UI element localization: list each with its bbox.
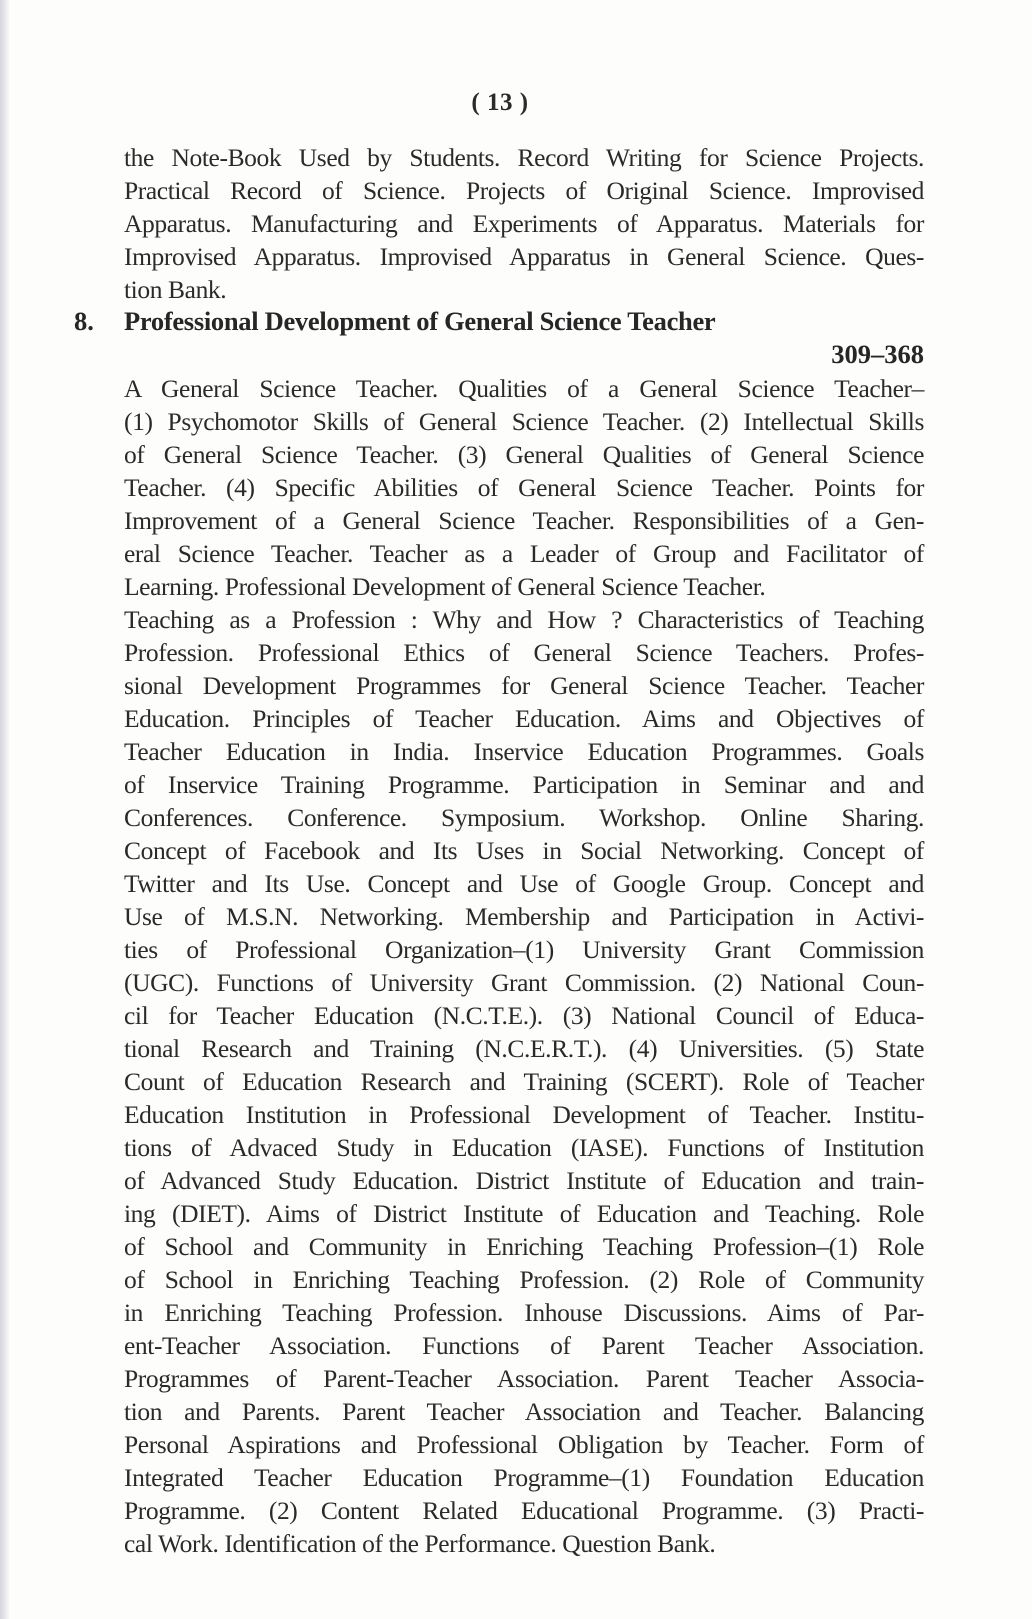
text-line: Apparatus. Manufacturing and Experiments of Apparatus. Materials for xyxy=(124,209,924,238)
text-line: of Inservice Training Programme. Participation in Seminar and and xyxy=(124,770,924,799)
text-line: cil for Teacher Education (N.C.T.E.). (3) National Council of Educa- xyxy=(124,1001,924,1030)
chapter-contents xyxy=(124,372,924,1560)
text-line: Use of M.S.N. Networking. Membership and Participation in Activi- xyxy=(124,902,924,931)
text-line: Improvement of a General Science Teacher. Responsibilities of a Gen- xyxy=(124,506,924,535)
text-line: Improvised Apparatus. Improvised Apparatus in General Science. Ques- xyxy=(124,242,924,271)
text-line: (1) Psychomotor Skills of General Science Teacher. (2) Intellectual Skills xyxy=(124,407,924,436)
text-line: ing (DIET). Aims of District Institute of Education and Teaching. Role xyxy=(124,1199,924,1228)
chapter-number: 8. xyxy=(74,306,94,336)
text-line: ties of Professional Organization–(1) University Grant Commission xyxy=(124,935,924,964)
text-line: of School in Enriching Teaching Profession. (2) Role of Community xyxy=(124,1265,924,1294)
text-line: of Advanced Study Education. District Institute of Education and train- xyxy=(124,1166,924,1195)
text-line: Twitter and Its Use. Concept and Use of Google Group. Concept and xyxy=(124,869,924,898)
text-line: cal Work. Identification of the Performance. Question Bank. xyxy=(124,1529,716,1558)
text-line: Concept of Facebook and Its Uses in Social Networking. Concept of xyxy=(124,836,924,865)
text-line: Teaching as a Profession : Why and How ? Characteristics of Teaching xyxy=(124,605,924,634)
text-line: A General Science Teacher. Qualities of a General Science Teacher– xyxy=(124,374,924,403)
text-line: Profession. Professional Ethics of General Science Teachers. Profes- xyxy=(124,638,924,667)
text-line: of General Science Teacher. (3) General Qualities of General Science xyxy=(124,440,924,469)
text-line: Count of Education Research and Training (SCERT). Role of Teacher xyxy=(124,1067,924,1096)
text-line: ent-Teacher Association. Functions of Parent Teacher Association. xyxy=(124,1331,924,1360)
text-line: eral Science Teacher. Teacher as a Leader of Group and Facilitator of xyxy=(124,539,924,568)
text-line: (UGC). Functions of University Grant Commission. (2) National Coun- xyxy=(124,968,924,997)
chapter-page-range: 309–368 xyxy=(831,339,924,369)
text-line: Personal Aspirations and Professional Obligation by Teacher. Form of xyxy=(124,1430,924,1459)
text-line: Teacher Education in India. Inservice Education Programmes. Goals xyxy=(124,737,924,766)
text-line: Education Institution in Professional Development of Teacher. Institu- xyxy=(124,1100,924,1129)
text-line: tions of Advaced Study in Education (IASE). Functions of Institution xyxy=(124,1133,924,1162)
page-number: ( 13 ) xyxy=(471,89,529,116)
text-line: tional Research and Training (N.C.E.R.T.). (4) Universities. (5) State xyxy=(124,1034,924,1063)
text-line: tion and Parents. Parent Teacher Association and Teacher. Balancing xyxy=(124,1397,924,1426)
text-line: the Note-Book Used by Students. Record Writing for Science Projects. xyxy=(124,143,924,172)
previous-section-contents xyxy=(124,141,924,306)
text-line: Integrated Teacher Education Programme–(1) Foundation Education xyxy=(124,1463,924,1492)
text-line: Practical Record of Science. Projects of Original Science. Improvised xyxy=(124,176,924,205)
text-line: Programme. (2) Content Related Educational Programme. (3) Practi- xyxy=(124,1496,924,1525)
text-line: sional Development Programmes for General Science Teacher. Teacher xyxy=(124,671,924,700)
text-line: Teacher. (4) Specific Abilities of General Science Teacher. Points for xyxy=(124,473,924,502)
text-line: of School and Community in Enriching Teaching Profession–(1) Role xyxy=(124,1232,924,1261)
chapter-title: Professional Development of General Science Teacher xyxy=(124,306,716,336)
text-line: Conferences. Conference. Symposium. Workshop. Online Sharing. xyxy=(124,803,924,832)
text-line: in Enriching Teaching Profession. Inhouse Discussions. Aims of Par- xyxy=(124,1298,924,1327)
text-line: Education. Principles of Teacher Education. Aims and Objectives of xyxy=(124,704,924,733)
text-line: tion Bank. xyxy=(124,275,227,304)
text-line: Learning. Professional Development of General Science Teacher. xyxy=(124,572,766,601)
text-line: Programmes of Parent-Teacher Association. Parent Teacher Associa- xyxy=(124,1364,924,1393)
